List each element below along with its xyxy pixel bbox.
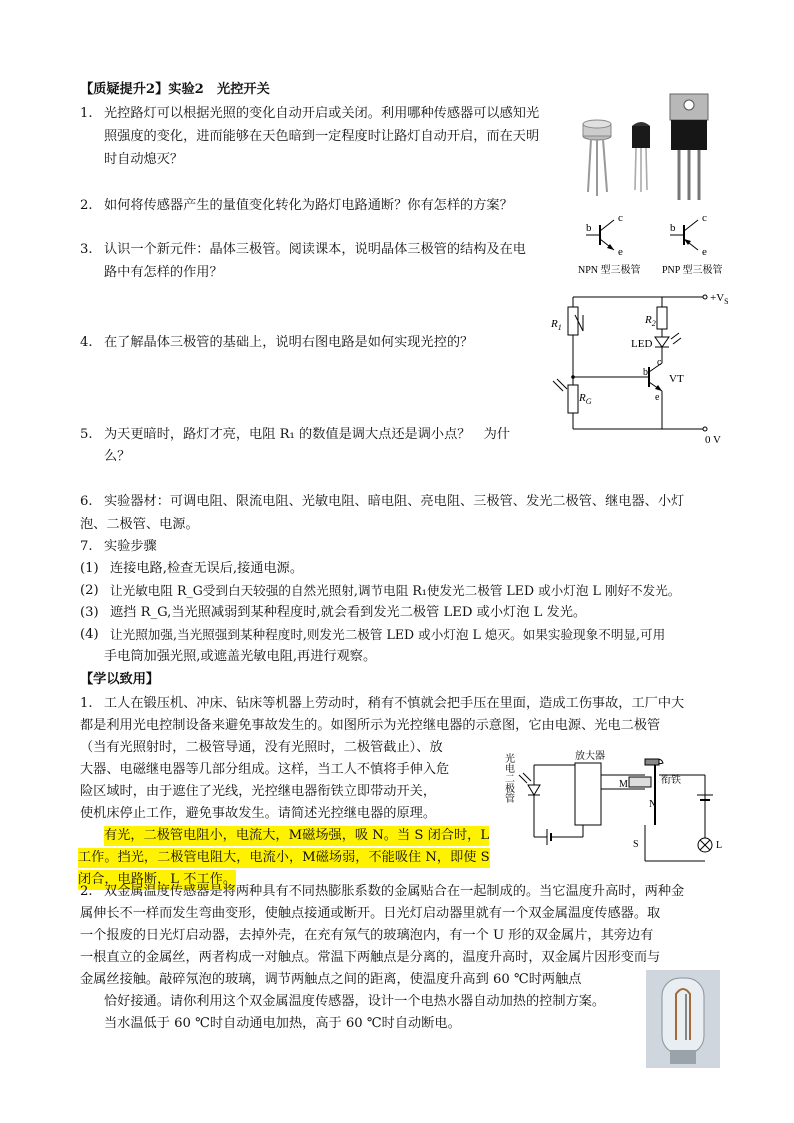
step-number: (1)	[80, 561, 99, 576]
q2-line3: 一个报废的日光灯启动器，去掉外壳，在充有氖气的玻璃泡内，有一个 U 形的双金属片，其旁边有	[80, 928, 654, 943]
item1-line3: 时自动熄灭？	[104, 152, 184, 167]
electromagnet-coil	[629, 777, 651, 787]
item-number: 7.	[80, 539, 93, 554]
item3-line1: 认识一个新元件：晶体三极管。阅读课本，说明晶体三极管的结构及在电	[104, 242, 526, 257]
item5-line1: 为天更暗时，路灯才亮，电阻 R₁ 的数值是调大点还是调小点？ 为什	[104, 427, 511, 442]
item5-line2: 么？	[104, 449, 131, 464]
step4-line2: 手电筒加强光照,或遮盖光敏电阻,再进行观察。	[104, 649, 377, 664]
section-header-apply: 【学以致用】	[80, 672, 160, 687]
q2-line6: 恰好接通。请你利用这个双金属温度传感器，设计一个电热水器自动加热的控制方案。	[104, 994, 606, 1009]
l-label: L	[716, 840, 723, 851]
m-label: M	[619, 779, 628, 790]
vt-c-label: c	[657, 357, 662, 368]
item-number: 3.	[80, 242, 93, 257]
item-number: 2.	[80, 198, 93, 213]
q1-answer-line2: 工作。挡光，二极管电阻大，电流小，M磁场弱，不能吸住 N，即使 S	[78, 848, 490, 868]
amplifier-box	[575, 763, 601, 825]
npn-c-label: c	[618, 212, 623, 224]
q1-line3: （当有光照射时，二极管导通，没有光照时，二极管截止）、放	[80, 740, 443, 755]
npn-caption: NPN 型三极管	[578, 265, 641, 276]
q2-line5: 金属丝接触。敲碎氖泡的玻璃，调节两触点之间的距离，使温度升高到 60 ℃时两触点	[80, 972, 582, 987]
q1-line2: 都是利用光电控制设备来避免事故发生的。如图所示为光控继电器的示意图，它由电源、光电二极管	[80, 718, 661, 733]
npn-e-label: e	[618, 246, 623, 258]
led-label: LED	[631, 338, 653, 350]
vt-e-label: e	[655, 392, 660, 403]
to92-transistor-image	[632, 122, 650, 192]
step4-line1: 让光照加强,当光照强到某种程度时,则发光二极管 LED 或小灯泡 L 熄灭。如果实验现象不明显,可用	[110, 627, 666, 642]
step1-text: 连接电路,检查无误后,接通电源。	[110, 561, 304, 576]
armature-label: 衔铁	[661, 775, 681, 786]
q1-line4: 大器、电磁继电器等几部分组成。这样，当工人不慎将手伸入危	[80, 762, 450, 777]
item1-line1: 光控路灯可以根据光照的变化自动开启或关闭。利用哪种传感器可以感知光	[104, 106, 540, 121]
item-number: 6.	[80, 494, 93, 509]
r1-resistor	[568, 307, 578, 335]
step-number: (3)	[80, 605, 99, 620]
npn-symbol	[578, 212, 641, 276]
starter-bulb-photo	[646, 970, 720, 1068]
n-label: N	[649, 799, 657, 810]
glass-bulb-image	[646, 970, 720, 1068]
to220-transistor-image	[670, 94, 708, 200]
q2-line1: 双金属温度传感器是将两种具有不同热膨胀系数的金属贴合在一起制成的。当它温度升高时，两种金	[104, 884, 685, 899]
metal-can-transistor-image	[583, 120, 611, 196]
led-symbol	[655, 337, 669, 347]
pnp-c-label: c	[702, 212, 707, 224]
vs-label: $+V_S$	[710, 292, 729, 306]
step2-text: 让光敏电阻 R_G受到白天较强的自然光照射,调节电阻 R₁使发光二极管 LED 或小灯泡 L 刚好不发光。	[110, 583, 681, 598]
q2-line2: 属伸长不一样而发生弯曲变形，使触点接通或断开。日光灯启动器里就有一个双金属温度传感器。取	[80, 906, 661, 921]
item6-line1: 实验器材：可调电阻、限流电阻、光敏电阻、暗电阻、亮电阻、三极管、发光二极管、继电器、小灯	[104, 494, 685, 509]
item6-line2: 泡、二极管、电源。	[80, 517, 199, 532]
item1-line2: 照强度的变化，进而能够在天色暗到一定程度时让路灯自动开启，而在天明	[104, 129, 540, 144]
zero-v-label: 0 V	[705, 434, 721, 445]
q1-answer-line3: 闭合，电路断，L 不工作。	[78, 870, 236, 890]
s-label: S	[633, 839, 639, 850]
photo-relay-diagram	[495, 745, 735, 865]
item4-line1: 在了解晶体三极管的基础上，说明右图电路是如何实现光控的？	[104, 335, 474, 350]
photodiode-symbol	[528, 785, 540, 795]
step-number: (4)	[80, 627, 99, 642]
amplifier-label: 放大器	[575, 751, 605, 762]
item-number: 1.	[80, 106, 93, 121]
r2-label: $R_2$	[645, 314, 656, 328]
vt-label: VT	[669, 373, 684, 385]
item-number: 4.	[80, 335, 93, 350]
npn-b-label: b	[586, 222, 592, 234]
step3-text: 遮挡 R_G,当光照减弱到某种程度时,就会看到发光二极管 LED 或小灯泡 L 发光。	[110, 605, 587, 620]
item7-line1: 实验步骤	[104, 539, 157, 554]
item-number: 5.	[80, 427, 93, 442]
rg-label: $R_G$	[579, 392, 592, 406]
item2-line1: 如何将传感器产生的量值变化转化为路灯电路通断？你有怎样的方案？	[104, 198, 513, 213]
item3-line2: 路中有怎样的作用？	[104, 265, 223, 280]
q1-line6: 使机床停止工作，避免事故发生。请简述光控继电器的原理。	[80, 806, 437, 821]
pnp-e-label: e	[702, 246, 707, 258]
section-header-experiment2: 【质疑提升2】实验2 光控开关	[80, 82, 270, 97]
pnp-b-label: b	[670, 222, 676, 234]
light-control-circuit-diagram	[545, 285, 740, 445]
vt-b-label: b	[643, 367, 648, 378]
r2-resistor	[657, 307, 667, 329]
photodiode-label: 光电二极管	[502, 753, 514, 803]
q1-line1: 工人在锻压机、冲床、钻床等机器上劳动时，稍有不慎就会把手压在里面，造成工伤事故，工厂中大	[104, 696, 685, 711]
question-number: 1.	[80, 696, 93, 711]
q2-line7: 当水温低于 60 ℃时自动通电加热，高于 60 ℃时自动断电。	[104, 1016, 461, 1031]
transistor-photos	[580, 92, 720, 204]
rg-photoresistor	[568, 385, 578, 413]
step-number: (2)	[80, 583, 99, 598]
pnp-symbol	[662, 212, 722, 276]
transistor-symbols	[578, 210, 728, 280]
question-number: 2.	[80, 884, 93, 899]
pnp-caption: PNP 型三极管	[662, 265, 723, 276]
r1-label: $R_1$	[551, 318, 562, 332]
q1-answer-line1: 有光，二极管电阻小，电流大，M磁场强，吸 N。当 S 闭合时，L	[104, 826, 489, 846]
q2-line4: 一根直立的金属丝，两者构成一对触点。常温下两触点是分离的，温度升高时，双金属片因形变而与	[80, 950, 661, 965]
q1-line5: 险区域时，由于遮住了光线，光控继电器衔铁立即带动开关，	[80, 784, 437, 799]
